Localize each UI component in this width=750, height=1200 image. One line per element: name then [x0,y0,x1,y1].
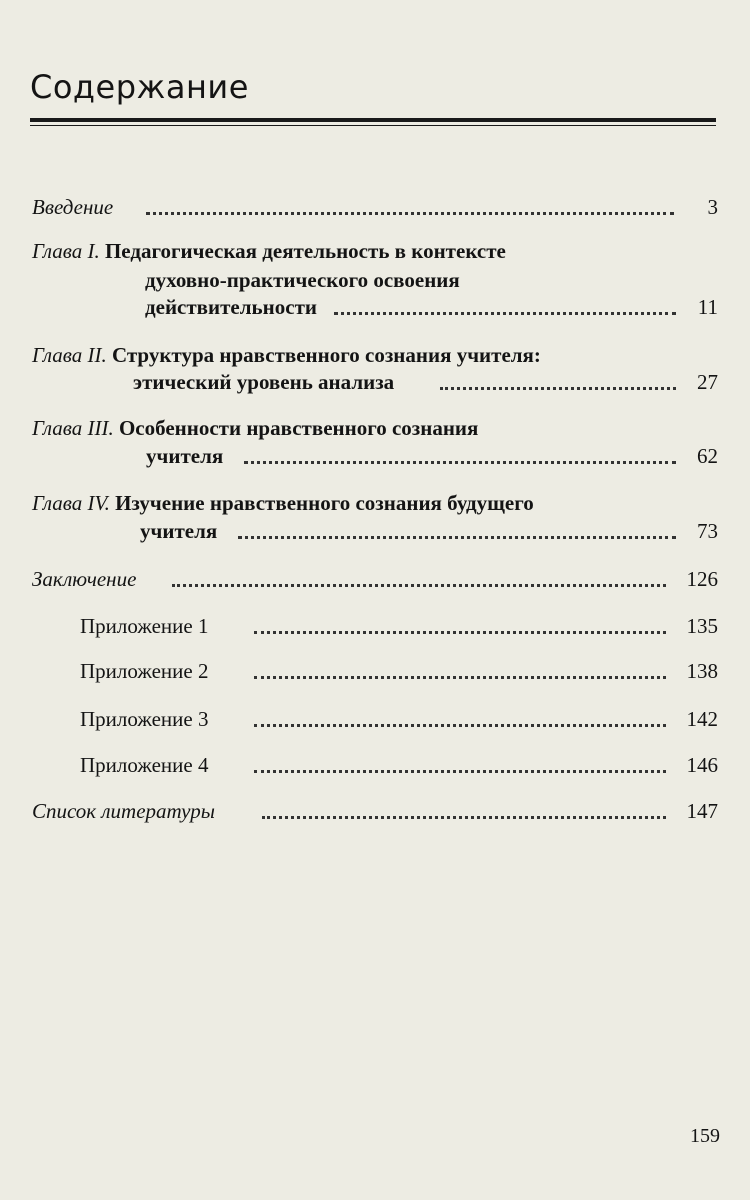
dot-leader [440,383,676,390]
entry-title-line: Особенности нравственного сознания [118,416,479,440]
entry-label: Глава I. [32,239,100,263]
dot-leader [254,672,666,679]
entry-title-line: Изучение нравственного сознания будущего [115,491,534,515]
entry-page-number: 135 [686,614,718,638]
entry-label: Список литературы [32,799,215,823]
dot-leader [254,627,666,634]
entry-page-number: 11 [697,295,718,319]
entry-page-number: 138 [686,659,718,683]
dot-leader [254,766,666,773]
dot-leader [262,812,666,819]
entry-title-line: учителя [140,519,218,543]
page-title: Содержание [30,68,249,106]
page-number: 159 [690,1125,720,1147]
dot-leader [244,457,676,464]
entry-page-number: 146 [686,753,718,777]
entry-title-line: действительности [145,295,317,319]
entry-title-line: Приложение 4 [80,753,209,777]
entry-label: Глава IV. [32,491,110,515]
entry-label: Заключение [32,567,137,591]
entry-label: Глава II. [32,343,107,367]
dot-leader [254,720,666,727]
entry-title-line: Приложение 2 [80,659,209,683]
entry-title-line: Приложение 3 [80,707,209,731]
entry-title-line: Педагогическая деятельность в контексте [104,239,506,263]
entry-title-line: духовно-практического освоения [145,268,460,292]
dot-leader [334,308,676,315]
entry-page-number: 73 [697,519,718,543]
entry-page-number: 147 [686,799,718,823]
entry-title-line: Приложение 1 [80,614,209,638]
dot-leader [172,580,666,587]
dot-leader [146,208,674,215]
entry-title-line: этический уровень анализа [133,370,395,394]
entry-page-number: 3 [707,195,718,219]
entry-label: Глава III. [32,416,114,440]
entry-label: Введение [32,195,114,219]
entry-page-number: 27 [697,370,718,394]
entry-page-number: 62 [697,444,718,468]
entry-title-line: Структура нравственного сознания учителя: [111,343,541,367]
entry-page-number: 126 [686,567,718,591]
entry-page-number: 142 [686,707,718,731]
dot-leader [238,532,676,539]
entry-title-line: учителя [146,444,224,468]
